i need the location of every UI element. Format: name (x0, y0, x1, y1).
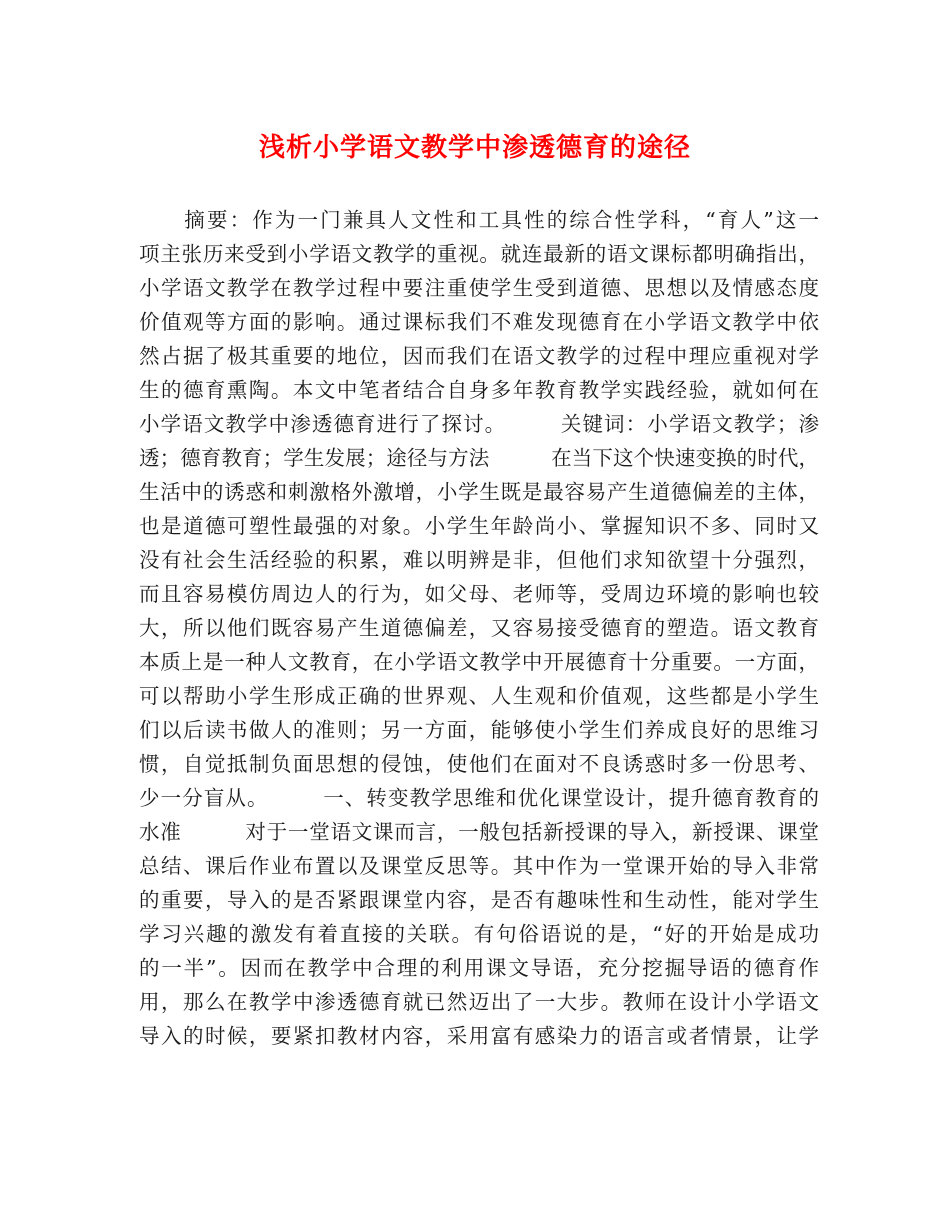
text-line: 们以后读书做人的准则；另一方面，能够使小学生们养成良好的思维习 (139, 718, 819, 742)
text-line: 没有社会生活经验的积累，难以明辨是非，但他们求知欲望十分强烈， (139, 548, 819, 572)
text-line: 也是道德可塑性最强的对象。小学生年龄尚小、掌握知识不多、同时又 (139, 514, 819, 538)
text-line: 生活中的诱惑和刺激格外激增，小学生既是最容易产生道德偏差的主体， (139, 480, 819, 504)
text-line: 摘要：作为一门兼具人文性和工具性的综合性学科，“育人”这一 (139, 208, 819, 232)
text-line: 然占据了极其重要的地位，因而我们在语文教学的过程中理应重视对学 (139, 344, 819, 368)
text-line: 小学语文教学在教学过程中要注重使学生受到道德、思想以及情感态度 (139, 276, 819, 300)
text-line: 透；德育教育；学生发展；途径与方法 在当下这个快速变换的时代， (139, 446, 819, 470)
text-line: 总结、课后作业布置以及课堂反思等。其中作为一堂课开始的导入非常 (139, 854, 819, 878)
text-line: 本质上是一种人文教育，在小学语文教学中开展德育十分重要。一方面， (139, 650, 819, 674)
text-line: 大，所以他们既容易产生道德偏差，又容易接受德育的塑造。语文教育 (139, 616, 819, 640)
text-line: 小学语文教学中渗透德育进行了探讨。 关键词：小学语文教学；渗 (139, 412, 819, 436)
text-line: 的重要，导入的是否紧跟课堂内容，是否有趣味性和生动性，能对学生 (139, 888, 819, 912)
text-line: 价值观等方面的影响。通过课标我们不难发现德育在小学语文教学中依 (139, 310, 819, 334)
text-line: 水准 对于一堂语文课而言，一般包括新授课的导入，新授课、课堂 (139, 820, 819, 844)
text-line: 惯，自觉抵制负面思想的侵蚀，使他们在面对不良诱惑时多一份思考、 (139, 752, 819, 776)
text-line: 项主张历来受到小学语文教学的重视。就连最新的语文课标都明确指出， (139, 242, 819, 266)
document-body (139, 203, 819, 1053)
text-line: 的一半”。因而在教学中合理的利用课文导语，充分挖掘导语的德育作 (139, 956, 819, 980)
text-line: 导入的时候，要紧扣教材内容，采用富有感染力的语言或者情景，让学 (139, 1024, 819, 1048)
document-title: 浅析小学语文教学中渗透德育的途径 (258, 133, 691, 163)
text-line: 少一分盲从。 一、转变教学思维和优化课堂设计，提升德育教育的 (139, 786, 819, 810)
text-line: 而且容易模仿周边人的行为，如父母、老师等，受周边环境的影响也较 (139, 582, 819, 606)
text-line: 生的德育熏陶。本文中笔者结合自身多年教育教学实践经验，就如何在 (139, 378, 819, 402)
text-line: 用，那么在教学中渗透德育就已然迈出了一大步。教师在设计小学语文 (139, 990, 819, 1014)
text-line: 可以帮助小学生形成正确的世界观、人生观和价值观，这些都是小学生 (139, 684, 819, 708)
text-line: 学习兴趣的激发有着直接的关联。有句俗语说的是，“好的开始是成功 (139, 922, 819, 946)
